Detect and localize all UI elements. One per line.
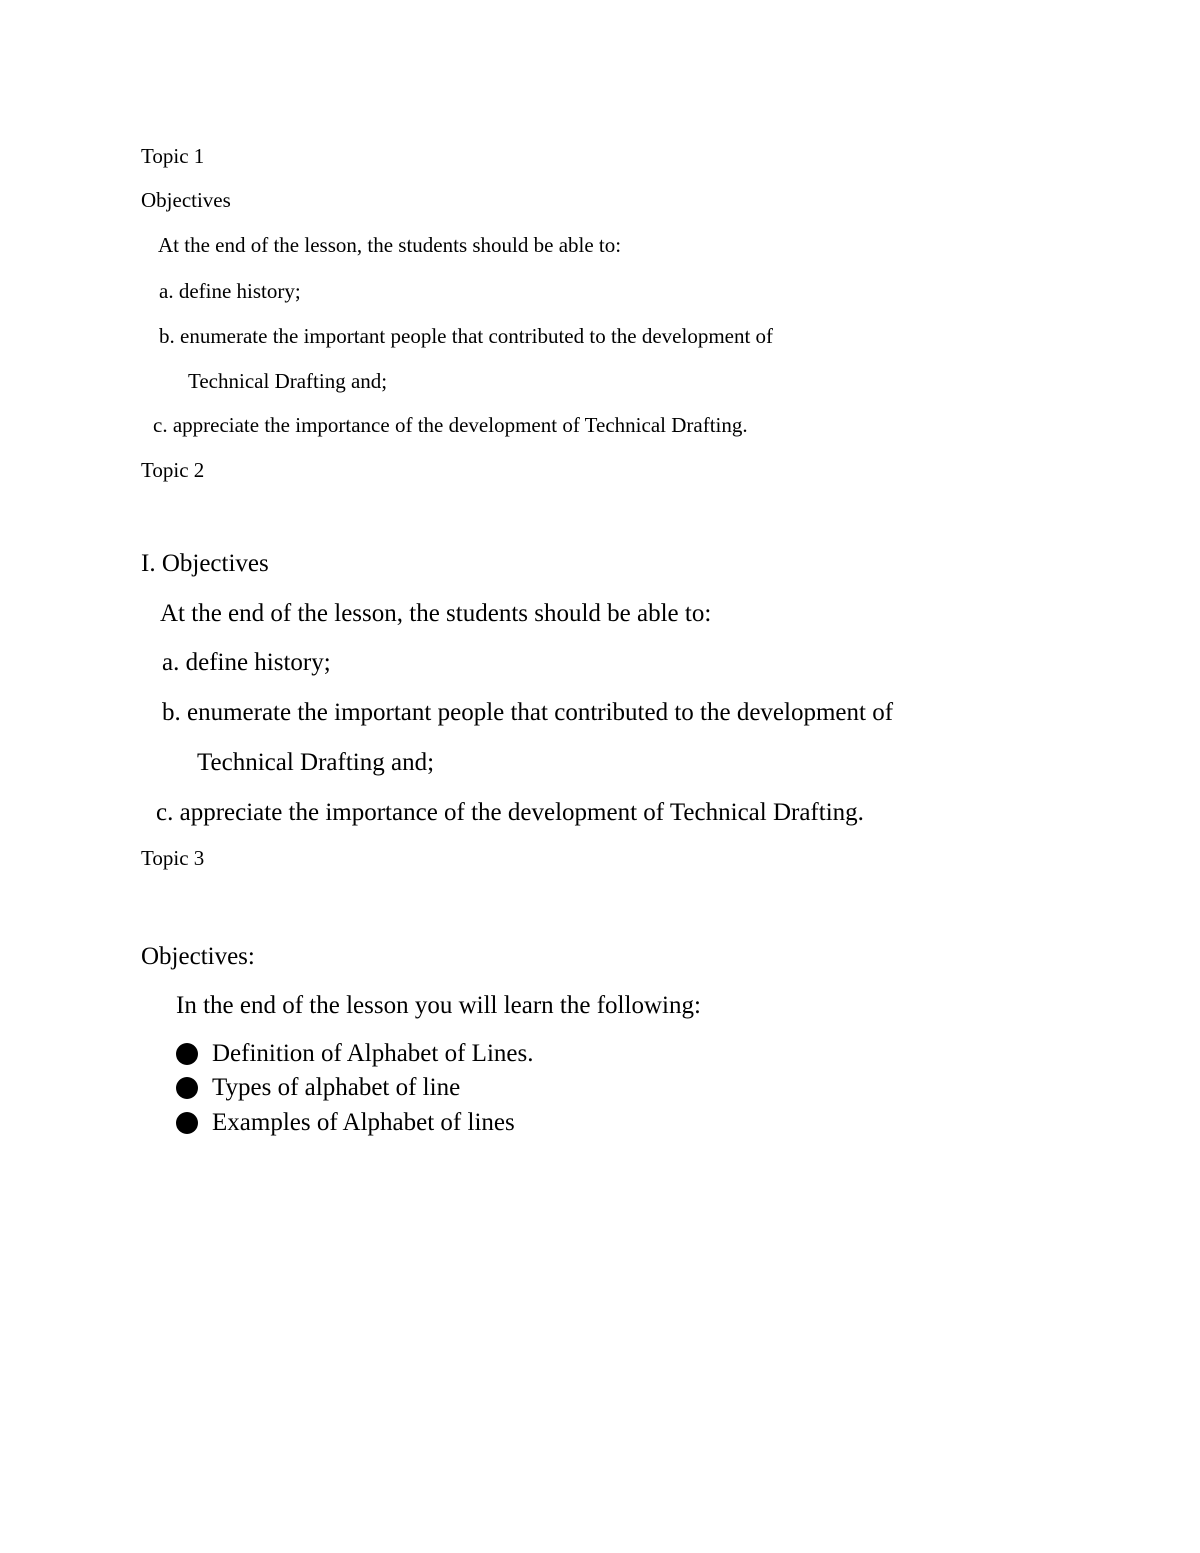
list-item-text: Types of alphabet of line xyxy=(212,1074,461,1101)
list-item-text: Examples of Alphabet of lines xyxy=(212,1109,515,1136)
bullet-dot-icon xyxy=(176,1112,198,1134)
topic-2-objectives-label: I. Objectives xyxy=(141,550,269,577)
bullet-dot-icon xyxy=(176,1043,198,1065)
list-item xyxy=(176,1041,533,1066)
bullet-dot-icon xyxy=(176,1077,198,1099)
topic-2-heading: Topic 2 xyxy=(141,458,205,482)
topic-1-item-a: a. define history; xyxy=(159,279,301,303)
topic-1-heading: Topic 1 xyxy=(141,144,205,168)
topic-2-intro: At the end of the lesson, the students should be able to: xyxy=(160,600,712,627)
topic-1-objectives-label: Objectives xyxy=(141,188,231,212)
topic-3-intro: In the end of the lesson you will learn the following: xyxy=(176,992,701,1019)
topic-2-item-b: b. enumerate the important people that contributed to the development of xyxy=(162,699,894,726)
topic-1-item-c: c. appreciate the importance of the development of Technical Drafting. xyxy=(153,413,748,437)
topic-2-item-c: c. appreciate the importance of the development of Technical Drafting. xyxy=(156,799,864,826)
topic-2-item-b-continued: Technical Drafting and; xyxy=(197,749,435,776)
list-item xyxy=(176,1110,515,1135)
topic-1-intro: At the end of the lesson, the students should be able to: xyxy=(158,233,622,257)
topic-3-objectives-label: Objectives: xyxy=(141,943,255,970)
list-item-text: Definition of Alphabet of Lines. xyxy=(212,1040,534,1067)
topic-3-heading: Topic 3 xyxy=(141,846,205,870)
topic-1-item-b-continued: Technical Drafting and; xyxy=(188,369,388,393)
list-item xyxy=(176,1075,460,1100)
topic-1-item-b: b. enumerate the important people that contributed to the development of xyxy=(159,324,774,348)
topic-2-item-a: a. define history; xyxy=(162,649,331,676)
